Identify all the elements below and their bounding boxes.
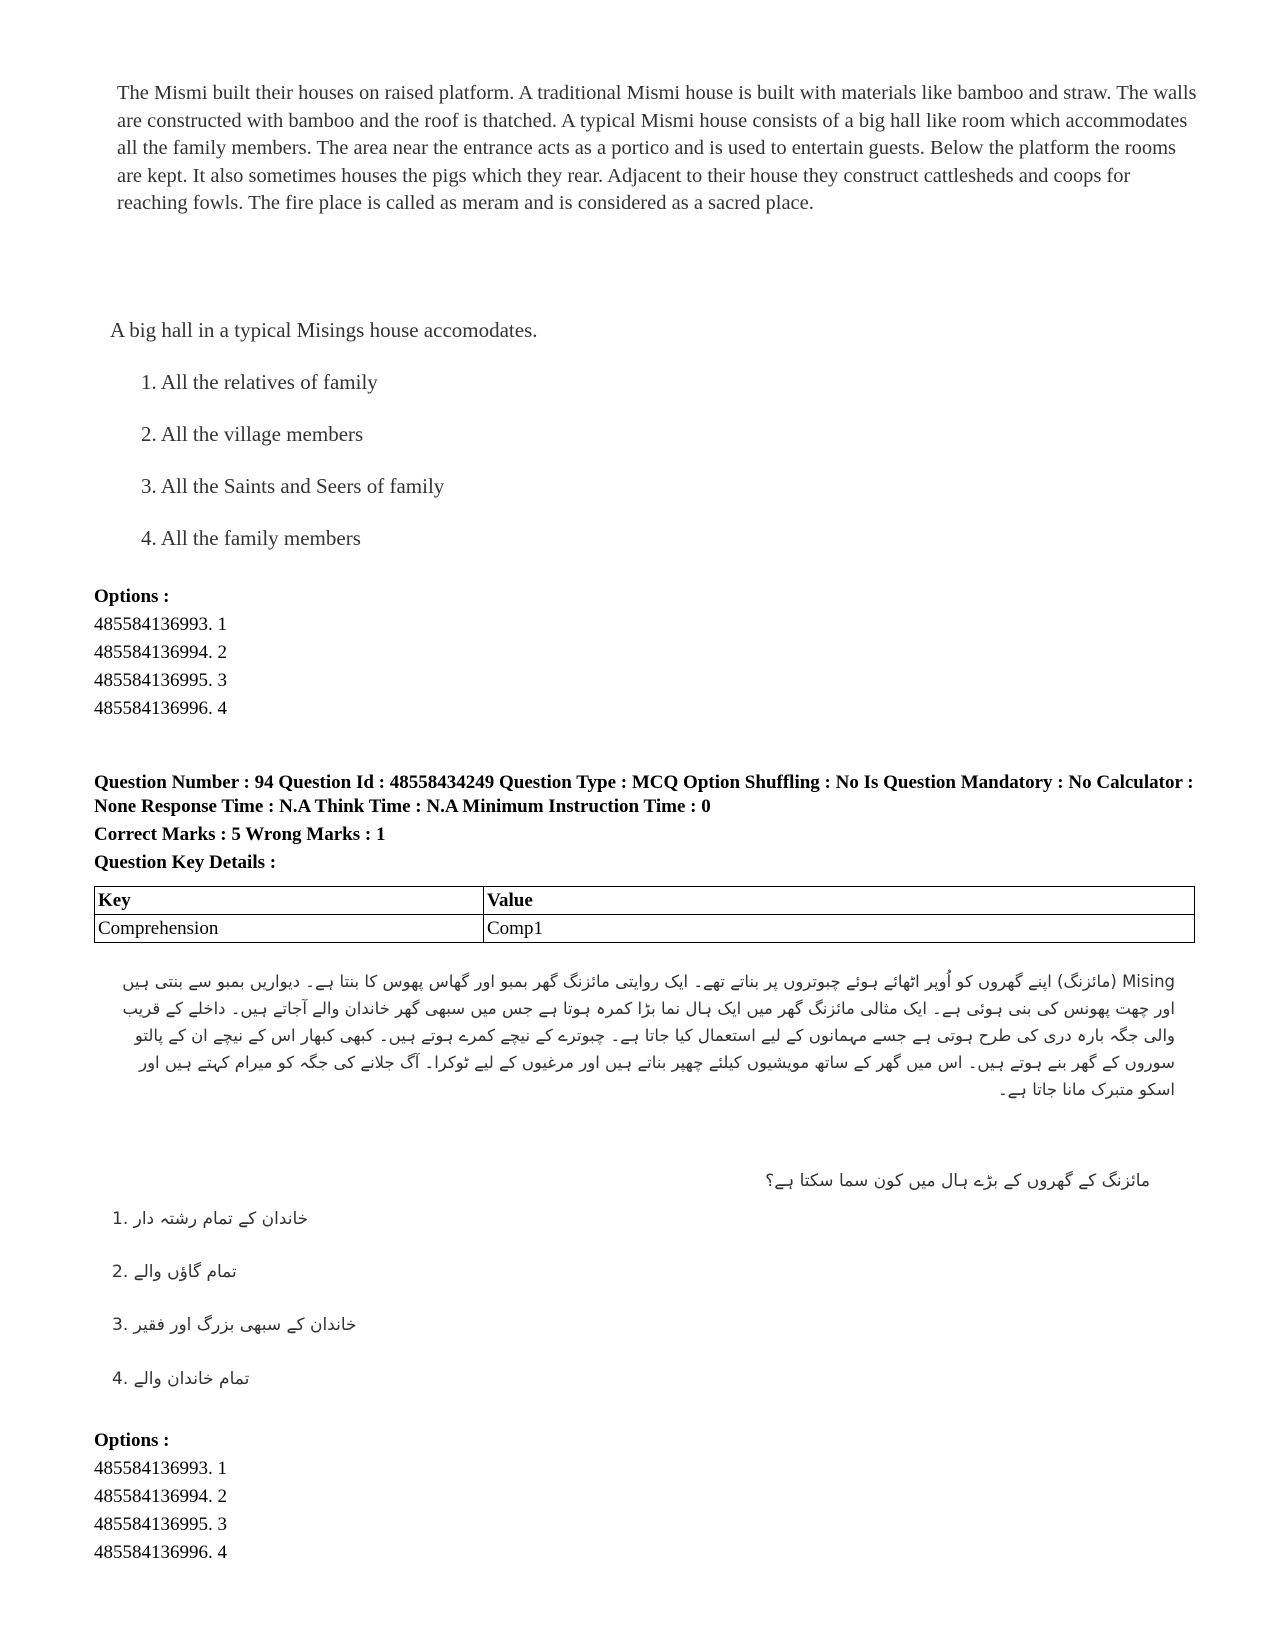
option-en-3: 3. All the Saints and Seers of family — [141, 474, 445, 498]
table-header-row — [95, 887, 1195, 915]
key-details-table — [94, 886, 1195, 943]
meta-line-3: Question Key Details : — [94, 852, 277, 873]
option-en-2: 2. All the village members — [141, 422, 364, 446]
table-row — [95, 915, 1195, 943]
option-en-4: 4. All the family members — [141, 526, 361, 550]
meta-line-1: Question Number : 94 Question Id : 48558434249 Question Type : MCQ Option Shuffling : No Is Question Mandatory : No Calculator : None Response Time : N.A Think Time : N.A Minimum Instruction Time : 0 — [94, 772, 1194, 817]
question-en: A big hall in a typical Misings house accomodates. — [110, 318, 538, 342]
passage-ur: Mising (مائزنگ) اپنے گھروں کو اُوپر اٹھائے ہوئے چبوتروں پر بناتے تھے۔ ایک روایتی مائزنگ گھر بمبو اور گھاس پھوس کا بنتا ہے۔ دیواریں بمبو سے بنتی ہیں اور چھت پھونس کی بنی ہوئی ہے۔ ایک مثالی مائزنگ گھر میں ایک ہال نما بڑا کمرہ ہوتا ہے جس میں سبھی گھر خاندان والے آجاتے ہیں۔ داخلے کے قریب والی جگہ بارہ دری کی طرح ہوتی ہے جسے مہمانوں کے لیے استعمال کیا جاتا ہے۔ چبوترے کے نیچے کمرے ہوتے ہیں۔ کبھی کبھار اس کے نیچے ان کے پالتو سوروں کے گھر بنے ہوتے ہیں۔ اس میں گھر کے ساتھ مویشیوں کیلئے چھپر بناتے ہیں اور مرغیوں کے لیے ٹوکرا۔ آگ جلانے کی جگہ کو میرام کہتے ہیں اور اسکو متبرک مانا جاتا ہے۔ — [122, 972, 1175, 1099]
option-ur-2: 2. تمام گاؤں والے — [112, 1262, 237, 1282]
question-meta — [94, 771, 1194, 875]
option-ur-4: 4. تمام خاندان والے — [112, 1369, 250, 1389]
option-id-2-1: 485584136993. 1 — [94, 1458, 227, 1479]
options-label-2: Options : — [94, 1430, 170, 1451]
table-header-key: Key — [95, 887, 484, 915]
passage-en: The Mismi built their houses on raised platform. A traditional Mismi house is built with materials like bamboo and straw. The walls are constructed with bamboo and the roof is thatched. A typical Mismi house consists of a big hall like room which accommodates all the family members. The area near the entrance acts as a portico and is used to entertain guests. Below the platform the rooms are kept. It also sometimes houses the pigs which they rear. Adjacent to their house they construct cattlesheds and coops for reaching fowls. The fire place is called as meram and is considered as a sacred place. — [117, 82, 1197, 214]
option-ur-1: 1. خاندان کے تمام رشتہ دار — [112, 1209, 309, 1229]
option-id-2: 485584136994. 2 — [94, 642, 227, 663]
table-cell-value: Comp1 — [484, 915, 1195, 943]
option-ur-3: 3. خاندان کے سبھی بزرگ اور فقیر — [112, 1315, 357, 1335]
option-id-2-3: 485584136995. 3 — [94, 1514, 227, 1535]
meta-line-2: Correct Marks : 5 Wrong Marks : 1 — [94, 824, 386, 845]
table-cell-key: Comprehension — [95, 915, 484, 943]
option-id-4: 485584136996. 4 — [94, 698, 227, 719]
option-id-2-4: 485584136996. 4 — [94, 1542, 227, 1563]
option-en-1: 1. All the relatives of family — [141, 370, 378, 394]
option-id-2-2: 485584136994. 2 — [94, 1486, 227, 1507]
question-ur: مائزنگ کے گھروں کے بڑے ہال میں کون سما سکتا ہے؟ — [765, 1171, 1150, 1191]
table-header-value: Value — [484, 887, 1195, 915]
options-label: Options : — [94, 586, 170, 607]
option-id-1: 485584136993. 1 — [94, 614, 227, 635]
option-id-3: 485584136995. 3 — [94, 670, 227, 691]
